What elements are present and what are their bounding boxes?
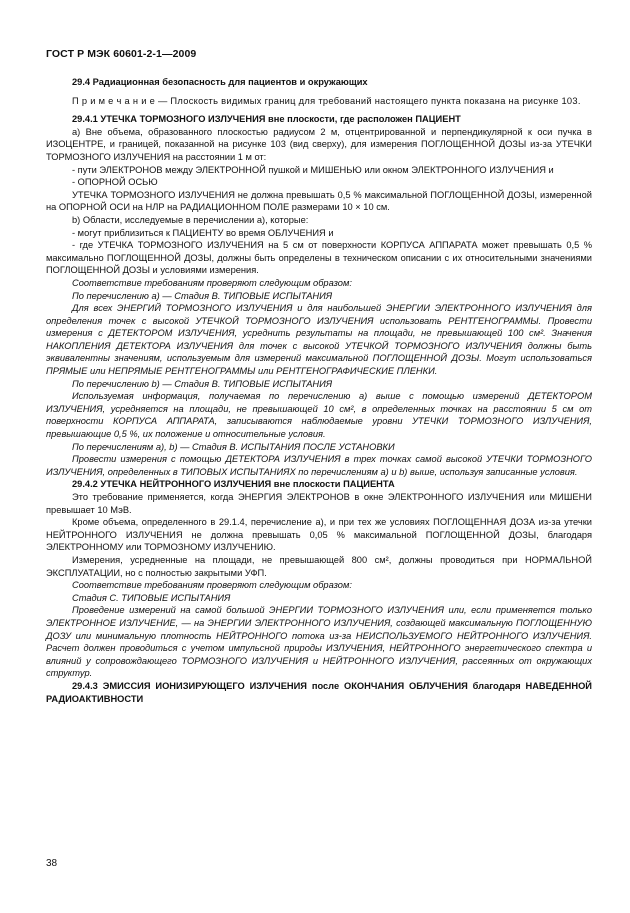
paragraph: - ОПОРНОЙ ОСЬЮ — [72, 177, 158, 188]
paragraph: Стадия С. ТИПОВЫЕ ИСПЫТАНИЯ — [72, 592, 231, 603]
paragraph: - могут приблизиться к ПАЦИЕНТУ во время ОБЛУЧЕНИЯ и — [72, 227, 334, 238]
paragraph: Это требование применяется, когда ЭНЕРГИЯ ЭЛЕКТРОНОВ в окне ЭЛЕКТРОННОГО ИЗЛУЧЕНИЯ или МИШЕНИ превышает 10 МэВ. — [46, 492, 592, 515]
paragraph: b) Области, исследуемые в перечислении а), которые: — [72, 214, 309, 225]
paragraph: 29.4 Радиационная безопасность для пациентов и окружающих — [72, 77, 368, 87]
paragraph: - пути ЭЛЕКТРОНОВ между ЭЛЕКТРОННОЙ пушкой и МИШЕНЬЮ или окном ЭЛЕКТРОННОГО ИЗЛУЧЕНИЯ и — [72, 164, 554, 175]
paragraph: Соответствие требованиям проверяют следующим образом: — [72, 580, 352, 591]
paragraph: Используемая информация, получаемая по перечислению а) выше с помощью измерений ДЕТЕКТОРОМ ИЗЛУЧЕНИЯ, усредняется на площади, не превышающей 10 см², в определенных точках на расстоянии 5 см от поверхности КОРПУСА АППАРАТА, записываются наблюдаемые уровни УТЕЧКИ ТОРМОЗНОГО ИЗЛУЧЕНИЯ, превышающие 0,5 %, их положение и относительные условия. — [46, 391, 592, 440]
paragraph: 29.4.1 УТЕЧКА ТОРМОЗНОГО ИЗЛУЧЕНИЯ вне плоскости, где расположен ПАЦИЕНТ — [72, 114, 461, 125]
paragraph: а) Вне объема, образованного плоскостью радиусом 2 м, отцентрированной и перпендикулярной к оси пучка в ИЗОЦЕНТРЕ, и границей, показанной на рисунке 103 (вид сверху), для измерения ПОГЛОЩЕННОЙ ДОЗЫ из-за УТЕЧКИ ТОРМОЗНОГО ИЗЛУЧЕНИЯ на расстоянии 1 м от: — [46, 126, 592, 162]
paragraph: П р и м е ч а н и е — Плоскость видимых границ для требований настоящего пункта показана на рисунке 103. — [72, 95, 581, 106]
paragraph: 29.4.3 ЭМИССИЯ ИОНИЗИРУЮЩЕГО ИЗЛУЧЕНИЯ после ОКОНЧАНИЯ ОБЛУЧЕНИЯ благодаря НАВЕДЕННОЙ РАДИОАКТИВНОСТИ — [46, 680, 592, 704]
page-number: 38 — [46, 858, 58, 869]
paragraph: УТЕЧКА ТОРМОЗНОГО ИЗЛУЧЕНИЯ не должна превышать 0,5 % максимальной ПОГЛОЩЕННОЙ ДОЗЫ, измеренной на ОПОРНОЙ ОСИ на НЛР на РАДИАЦИОННОМ ПОЛЕ размерами 10 × 10 см. — [46, 189, 592, 213]
document-body — [46, 76, 592, 705]
paragraph: Для всех ЭНЕРГИЙ ТОРМОЗНОГО ИЗЛУЧЕНИЯ и для наибольшей ЭНЕРГИИ ЭЛЕКТРОННОГО ИЗЛУЧЕНИЯ для определения точек с высокой УТЕЧКОЙ ТОРМОЗНОГО ИЗЛУЧЕНИЯ использовать РЕНТГЕНОГРАММЫ. Провести измерения с ДЕТЕКТОРОМ ИЗЛУЧЕНИЯ, усреднить результаты на площади, не превышающей 100 см². Значения НАКОПЛЕНИЯ ДЕТЕКТОРА ИЗЛУЧЕНИЯ для точек с высокой УТЕЧКОЙ ТОРМОЗНОГО ИЗЛУЧЕНИЯ должны быть эквивалентны значениям, используемым для измерений максимальной ПОГЛОЩЕННОЙ ДОЗЫ. Могут использоваться ПРЯМЫЕ или НЕПРЯМЫЕ РЕНТГЕНОГРАММЫ или РЕНТГЕНОГРАФИЧЕСКИЕ ПЛЕНКИ. — [46, 303, 592, 377]
paragraph: Соответствие требованиям проверяют следующим образом: — [72, 277, 352, 288]
paragraph: Проведение измерений на самой большой ЭНЕРГИИ ТОРМОЗНОГО ИЗЛУЧЕНИЯ или, если применяется только ЭЛЕКТРОННОЕ ИЗЛУЧЕНИЕ, — на ЭНЕРГИИ ЭЛЕКТРОННОГО ИЗЛУЧЕНИЯ, создающей максимальную ПОГЛОЩЕННУЮ ДОЗУ или минимальную плотность НЕЙТРОННОГО потока из-за НЕИСПОЛЬЗУЕМОГО НЕЙТРОННОГО ИЗЛУЧЕНИЯ. Расчет должен проводиться с учетом импульсной природы ИЗЛУЧЕНИЯ, НЕЙТРОННОГО энергетического спектра и влияний у сопровождающего ТОРМОЗНОГО ИЗЛУЧЕНИЯ и НЕЙТРОННОГО ИЗЛУЧЕНИЯ, рассеянных от окружающих структур. — [46, 605, 592, 679]
paragraph: Измерения, усредненные на площади, не превышающей 800 см², должны проводиться при НОРМАЛЬНОЙ ЭКСПЛУАТАЦИИ, но с полностью закрытыми УФП. — [46, 554, 592, 578]
paragraph: По перечислению b) — Стадия В. ТИПОВЫЕ ИСПЫТАНИЯ — [72, 378, 333, 389]
paragraph: Провести измерения с помощью ДЕТЕКТОРА ИЗЛУЧЕНИЯ в трех точках самой высокой УТЕЧКИ ТОРМОЗНОГО ИЗЛУЧЕНИЯ, определенных в ТИПОВЫХ ИСПЫТАНИЯХ по перечислениям а) и b) выше, используя записанные условия. — [46, 454, 592, 477]
paragraph: По перечислению а) — Стадия В. ТИПОВЫЕ ИСПЫТАНИЯ — [72, 290, 333, 301]
paragraph: - где УТЕЧКА ТОРМОЗНОГО ИЗЛУЧЕНИЯ на 5 см от поверхности КОРПУСА АППАРАТА может превышать 0,5 % максимально ПОГЛОЩЕННОЙ ДОЗЫ, должны быть определены в техническом описании с их относительными значениями ПОГЛОЩЕННОЙ ДОЗЫ и условиями измерения. — [46, 240, 592, 276]
paragraph: По перечислениям а), b) — Стадия В. ИСПЫТАНИЯ ПОСЛЕ УСТАНОВКИ — [72, 441, 395, 452]
paragraph: 29.4.2 УТЕЧКА НЕЙТРОННОГО ИЗЛУЧЕНИЯ вне плоскости ПАЦИЕНТА — [72, 479, 395, 490]
paragraph: Кроме объема, определенного в 29.1.4, перечисление а), и при тех же условиях ПОГЛОЩЕННАЯ ДОЗА из-за утечки НЕЙТРОННОГО ИЗЛУЧЕНИЯ не должна превышать 0,05 % максимальной ПОГЛОЩЕННОЙ ДОЗЫ, благодаря ЭЛЕКТРОННОМУ или ТОРМОЗНОМУ ИЗЛУЧЕНИЮ. — [46, 517, 592, 553]
document-header: ГОСТ Р МЭК 60601-2-1—2009 — [46, 48, 197, 60]
